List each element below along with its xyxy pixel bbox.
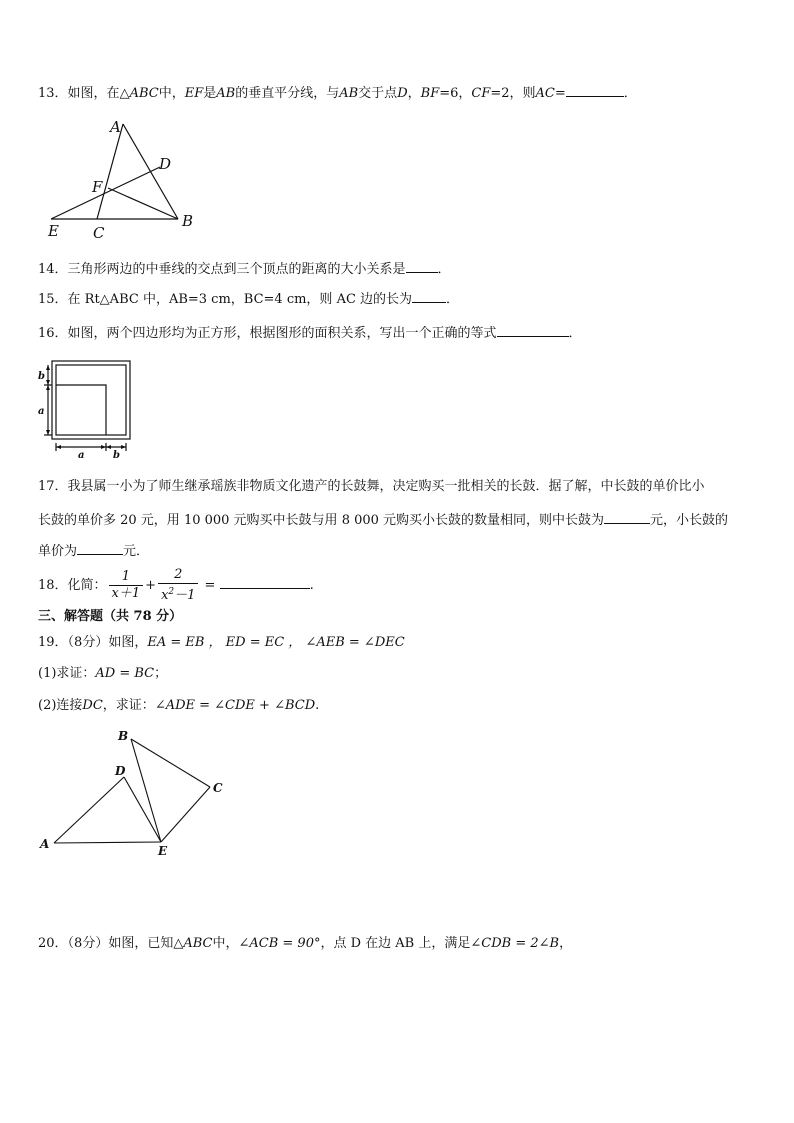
q13-cf: CF [471, 86, 491, 101]
q19-label-c: C [213, 781, 223, 795]
q20-header-text: 20．（8分）如图，已知 [38, 936, 174, 951]
q16-arrowhead [46, 385, 50, 390]
q13-label-c: C [93, 224, 105, 242]
q18-answer-blank[interactable] [220, 575, 310, 589]
q18-denominator-1: x＋1 [111, 586, 141, 601]
q19-label-b: B [118, 729, 129, 743]
q18-den2-x: x [161, 588, 169, 603]
q13-text: ， [407, 86, 421, 101]
q13-ac: AC [535, 86, 555, 101]
question-17-line-3 [38, 541, 149, 561]
q13-figure [40, 112, 210, 242]
q20-text: ，点 D 在边 AB 上，满足 [320, 936, 471, 951]
q15-end: ． [446, 292, 460, 307]
q13-cf-value: =2，则 [490, 86, 536, 101]
question-13 [38, 83, 637, 103]
q16-end: ． [568, 326, 582, 341]
question-18 [38, 567, 314, 604]
q19-label-a: A [40, 837, 50, 851]
q13-ab: AB [339, 86, 359, 101]
q18-fraction-1 [109, 569, 144, 602]
q16-arrowhead [46, 380, 50, 385]
question-19-part-2 [38, 697, 319, 715]
question-15 [38, 289, 459, 309]
q19-part1-label: (1)求证： [38, 666, 96, 681]
q13-text: 的垂直平分线，与 [235, 86, 340, 101]
q13-end: ． [623, 86, 637, 101]
q19-figure [36, 726, 236, 861]
q19-header-text: 19．（8分）如图， [38, 635, 148, 650]
q19-segment-de [124, 777, 161, 842]
q13-ef: EF [184, 86, 204, 101]
q18-numerator-1: 1 [109, 569, 144, 586]
q17-answer-blank-2[interactable] [77, 541, 123, 555]
q13-ab: AB [216, 86, 236, 101]
q19-segment-ae [54, 842, 161, 843]
q16-arrowhead [121, 445, 126, 449]
triangle-symbol: △ [119, 86, 130, 101]
q16-figure [36, 357, 136, 462]
q19-part2-dc: DC [82, 698, 103, 713]
q19-part2-end: . [315, 698, 320, 713]
question-17-line-2 [38, 510, 728, 530]
q13-label-e: E [48, 222, 59, 240]
q18-fraction-2 [158, 567, 198, 604]
q14-end: ． [437, 262, 451, 277]
question-14 [38, 259, 451, 279]
q13-abc: ABC [129, 86, 159, 101]
q19-part2-label: (2)连接 [38, 698, 83, 713]
q20-angle: ∠ACB = 90° [238, 936, 321, 951]
q17-text: 长鼓的单价多 20 元，用 10 000 元购买中长鼓与用 8 000 元购买小长鼓的数量相同，则中长鼓为 [38, 513, 605, 528]
q13-text: 中， [158, 86, 185, 101]
q17-text: 元． [123, 544, 150, 559]
q19-part1-end: ； [154, 666, 168, 681]
q13-number: 13． [38, 86, 68, 101]
q16-arrowhead [56, 445, 61, 449]
q13-d: D [397, 86, 408, 101]
question-19-header [38, 634, 405, 652]
q16-arrowhead [46, 430, 50, 435]
q16-label-b-bottom: b [113, 450, 120, 461]
q17-answer-blank-1[interactable] [604, 510, 650, 524]
q13-label-f: F [92, 178, 103, 196]
question-16 [38, 323, 582, 343]
q16-label-b-left: b [38, 371, 45, 382]
q17-text: 17．我县属一小为了师生继承瑶族非物质文化遗产的长鼓舞，决定购买一批相关的长鼓．据了解，中长鼓的单价比小 [38, 479, 705, 494]
q18-den2-minus-one: －1 [174, 588, 196, 603]
q13-segment-fb [108, 188, 178, 219]
q13-text: 如图，在 [67, 86, 120, 101]
q13-text: 交于点 [358, 86, 398, 101]
q19-part2-expression: ∠ADE = ∠CDE + ∠BCD [154, 698, 316, 713]
q16-arrowhead [106, 445, 111, 449]
q16-label-a-bottom: a [78, 450, 85, 461]
q18-eq: = [200, 578, 220, 593]
q19-part2-text: ，求证： [102, 698, 155, 713]
section-3-title: 三、解答题（共 78 分） [38, 609, 183, 624]
q15-text: 15．在 Rt△ABC 中，AB=3 cm，BC=4 cm，则 AC 边的长为 [38, 292, 413, 307]
q13-text: 是 [203, 86, 217, 101]
q16-label-a-left: a [38, 406, 45, 417]
q19-segment-ce [161, 787, 210, 842]
q15-answer-blank[interactable] [412, 289, 446, 303]
q17-text: 元，小长鼓的 [650, 513, 729, 528]
q18-label: 18．化简： [38, 578, 107, 593]
q20-text: 中， [212, 936, 239, 951]
q19-label-d: D [115, 764, 126, 778]
q13-segment-ac [97, 124, 123, 219]
q13-label-d: D [159, 155, 172, 173]
q16-outer-square-inner-edge [56, 365, 126, 435]
q13-eq: = [554, 86, 566, 101]
q18-plus: + [145, 578, 157, 593]
q14-text: 14．三角形两边的中垂线的交点到三个顶点的距离的大小关系是 [38, 262, 406, 277]
q19-conditions: EA = EB ， ED = EC ， ∠AEB = ∠DEC [147, 635, 405, 650]
q13-answer-blank[interactable] [566, 83, 624, 97]
q16-arrowhead [46, 365, 50, 370]
q16-outer-square [52, 361, 130, 439]
q16-text: 16．如图，两个四边形均为正方形，根据图形的面积关系，写出一个正确的等式 [38, 326, 497, 341]
q18-end: . [309, 578, 314, 593]
q13-segment-ed [51, 167, 160, 219]
q13-bf-value: =6， [439, 86, 472, 101]
question-20 [38, 935, 572, 953]
q16-inner-square [56, 385, 106, 435]
q20-triangle: △ABC [173, 936, 213, 951]
q18-numerator-2: 2 [158, 567, 198, 584]
q13-label-a: A [110, 118, 121, 136]
q19-label-e: E [158, 844, 168, 858]
q19-segment-ad [54, 777, 124, 843]
q20-condition: ∠CDB = 2∠B [470, 936, 560, 951]
q16-arrowhead [101, 445, 106, 449]
q14-answer-blank[interactable] [406, 259, 438, 273]
q18-denominator-2 [158, 584, 198, 604]
q16-answer-blank[interactable] [497, 323, 569, 337]
q13-label-b: B [182, 212, 194, 230]
q18-den2-exponent: 2 [168, 587, 175, 597]
q13-bf: BF [420, 86, 440, 101]
question-19-part-1 [38, 665, 167, 683]
q19-part1-expression: AD = BC [95, 666, 155, 681]
q17-text: 单价为 [38, 544, 78, 559]
q20-end: ， [559, 936, 573, 951]
question-17-line-1 [38, 478, 705, 496]
